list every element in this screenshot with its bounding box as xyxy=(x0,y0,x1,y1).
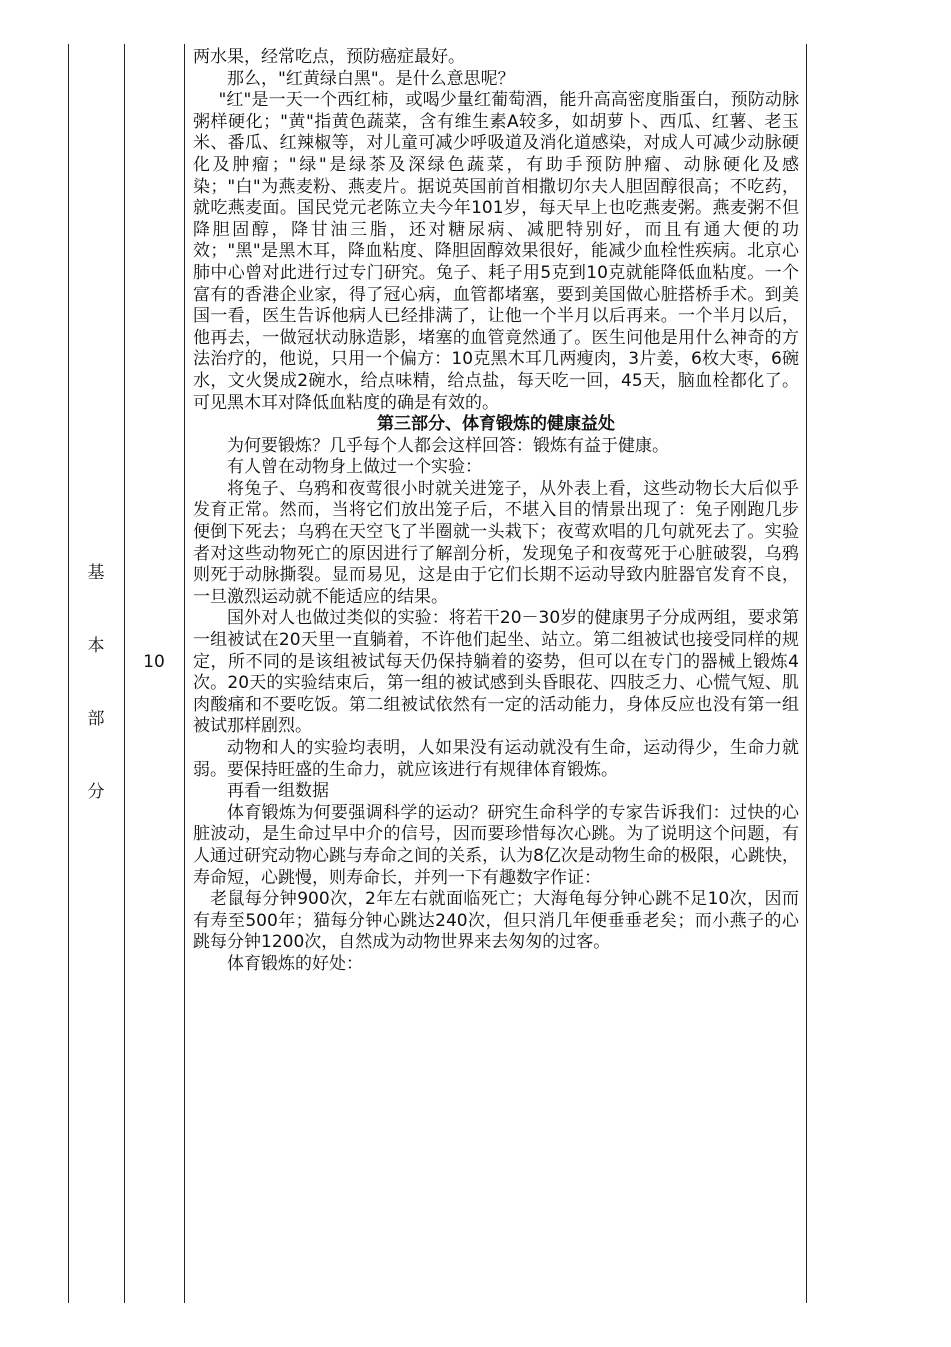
table-border-col2 xyxy=(184,44,185,1303)
paragraph: 动物和人的实验均表明，人如果没有运动就没有生命，运动得少，生命力就弱。要保持旺盛的生命力，就应该进行有规律体育锻炼。 xyxy=(193,738,799,780)
section-label xyxy=(68,565,124,857)
paragraph: 那么，"红黄绿白黑"。是什么意思呢？ xyxy=(227,68,515,89)
paragraph: 国外对人也做过类似的实验：将若干20－30岁的健康男子分成两组，要求第一组被试在20天里一直躺着，不许他们起坐、站立。第二组被试也接受同样的规定，所不同的是该组被试每天仍保持躺着的姿势，但可以在专门的器械上锻炼4次。20天的实验结束后，第一组的被试感到头昏眼花、四肢乏力、心慌气短、肌肉酸痛和不要吃饭。第二组被试依然有一定的活动能力，身体反应也没有第一组被试那样剧烈。 xyxy=(193,608,799,737)
paragraph: 将兔子、乌鸦和夜莺很小时就关进笼子，从外表上看，这些动物长大后似乎发育正常。然而，当将它们放出笼子后，不堪入目的情景出现了：兔子刚跑几步便倒下死去；乌鸦在天空飞了半圈就一头栽下；夜莺欢唱的几句就死去了。实验者对这些动物死亡的原因进行了解剖分析，发现兔子和夜莺死于心脏破裂，乌鸦则死于动脉撕裂。显而易见，这是由于它们长期不运动导致内脏器官发育不良，一旦激烈运动就不能适应的结果。 xyxy=(193,478,799,607)
section-heading: 第三部分、体育锻炼的健康益处 xyxy=(377,414,615,435)
paragraph: "红"是一天一个西红柿，或喝少量红葡萄酒，能升高高密度脂蛋白，预防动脉粥样硬化；"黄"指黄色蔬菜，含有维生素A较多，如胡萝卜、西瓜、红薯、老玉米、番瓜、红辣椒等，对儿童可减少呼吸道及消化道感染，对成人可减少动脉硬化及肿瘤；"绿"是绿茶及深绿色蔬菜，有助手预防肿瘤、动脉硬化及感染；"白"为燕麦粉、燕麦片。据说英国前首相撒切尔夫人胆固醇很高；不吃药，就吃燕麦面。国民党元老陈立夫今年101岁，每天早上也吃燕麦粥。燕麦粥不但降胆固醇，降甘油三脂，还对糖尿病、减肥特别好，而且有通大便的功效；"黑"是黑木耳，降血粘度、降胆固醇效果很好，能减少血栓性疾病。北京心肺中心曾对此进行过专门研究。兔子、耗子用5克到10克就能降低血粘度。一个富有的香港企业家，得了冠心病，血管都堵塞，要到美国做心脏搭桥手术。到美国一看，医生告诉他病人已经排满了，让他一个半月以后再来。一个半月以后，他再去，一做冠状动脉造影，堵塞的血管竟然通了。医生问他是用什么神奇的方法治疗的，他说，只用一个偏方：10克黑木耳几两瘦肉，3片姜，6枚大枣，6碗水，文火煲成2碗水，给点味精，给点盐，每天吃一回，45天，脑血栓都化了。可见黑木耳对降低血粘度的确是有效的。 xyxy=(193,90,799,413)
section-label-char: 基 xyxy=(87,563,105,583)
paragraph: 两水果，经常吃点，预防癌症最好。 xyxy=(193,47,465,67)
paragraph: 老鼠每分钟900次，2年左右就面临死亡；大海龟每分钟心跳不足10次，因而有寿至500年；猫每分钟心跳达240次，但只消几年便垂垂老矣；而小燕子的心跳每分钟1200次，自然成为动物世界来去匆匆的过客。 xyxy=(193,889,799,953)
table-border-right xyxy=(806,44,807,1303)
paragraph: 体育锻炼为何要强调科学的运动？研究生命科学的专家告诉我们：过快的心脏波动，是生命过早中介的信号，因而要珍惜每次心跳。为了说明这个问题，有人通过研究动物心跳与寿命之间的关系，认为8亿次是动物生命的极限，心跳快，寿命短，心跳慢，则寿命长，并列一下有趣数字作证： xyxy=(193,802,799,888)
section-label-char: 分 xyxy=(87,782,105,802)
paragraph: 有人曾在动物身上做过一个实验： xyxy=(227,457,482,478)
table-border-col1 xyxy=(124,44,125,1303)
section-label-char: 部 xyxy=(87,709,105,729)
period-count: 10 xyxy=(143,652,165,672)
paragraph: 为何要锻炼？几乎每个人都会这样回答：锻炼有益于健康。 xyxy=(227,435,669,456)
paragraph: 体育锻炼的好处： xyxy=(227,953,363,974)
section-label-char: 本 xyxy=(87,636,105,656)
lesson-content xyxy=(193,47,799,976)
paragraph: 再看一组数据 xyxy=(227,781,329,802)
